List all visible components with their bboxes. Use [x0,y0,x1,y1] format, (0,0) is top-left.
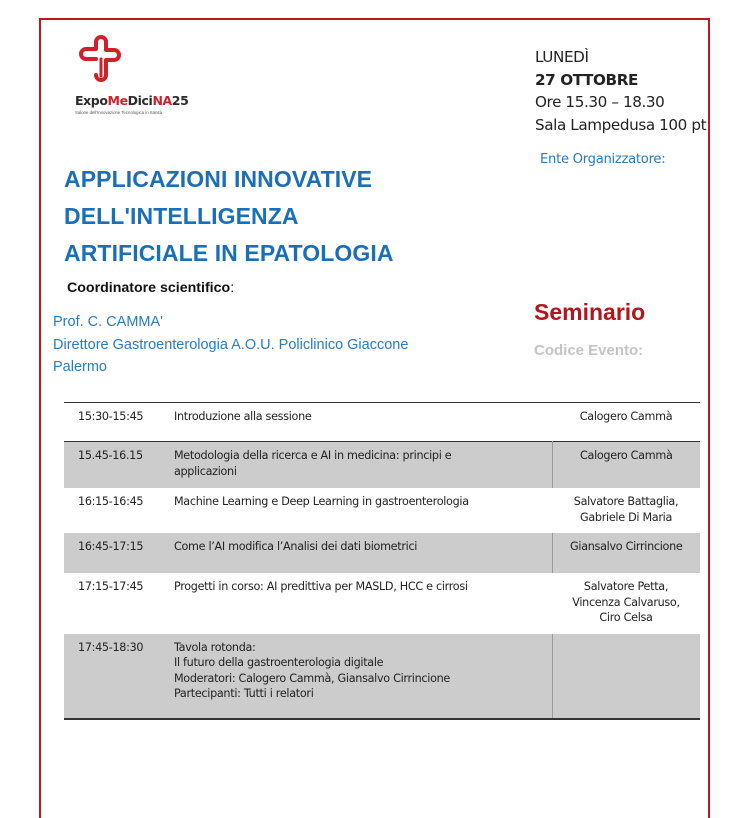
table-row [64,488,700,533]
event-info [535,46,706,136]
table-row [64,403,700,442]
table-row [64,533,700,573]
topic-cell: Introduzione alla sessione [173,410,312,423]
event-type: Seminario [534,299,646,325]
speaker-cell: Salvatore Petta, Vincenza Calvaruso, Ciro Celsa [572,580,680,624]
medical-cross-icon [74,35,126,85]
organizer-label: Ente Organizzatore: [540,152,666,167]
table-row [64,442,700,489]
table-row [64,573,700,634]
speaker-cell: Calogero Cammà [579,410,673,423]
logo-wordmark: ExpoMeDiciNA25 [75,93,189,108]
event-room: Sala Lampedusa 100 pt [535,115,707,134]
speaker-cell: Calogero Cammà [552,442,700,489]
topic-cell: Progetti in corso: AI predittiva per MASLD, HCC e cirrosi [173,580,468,593]
coordinator-city: Palermo [53,359,107,375]
schedule-table [64,402,700,720]
time-cell: 15:30-15:45 [78,410,144,423]
speaker-cell: Salvatore Battaglia, Gabriele Di Maria [573,495,679,524]
event-date: 27 OTTOBRE [535,70,638,89]
speaker-cell [552,634,700,719]
time-cell: 16:45-17:15 [64,533,168,573]
speaker-cell: Giansalvo Cirrincione [552,533,700,573]
coordinator-name: Prof. C. CAMMA' [53,314,163,330]
time-cell: 16:15-16:45 [78,495,144,508]
time-cell: 15.45-16.15 [64,442,168,489]
seminar-title [64,161,394,272]
event-code-label: Codice Evento: [534,342,644,359]
document-page [39,18,710,818]
event-time: Ore 15.30 – 18.30 [535,93,665,111]
title-line: ARTIFICIALE IN EPATOLOGIA [64,240,394,266]
logo-tagline: Salone dell'Innovazione Tecnologica in Sanità [75,110,162,115]
coordinator-role: Direttore Gastroenterologia A.O.U. Policlinico Giaccone [53,336,409,353]
topic-cell: Metodologia della ricerca e AI in medicina: principi e applicazioni [168,442,552,489]
table-row [64,634,700,719]
time-cell: 17:45-18:30 [64,634,168,719]
topic-cell: Machine Learning e Deep Learning in gastroenterologia [173,495,469,508]
time-cell: 17:15-17:45 [78,580,144,593]
event-day: LUNEDÌ [535,48,589,66]
title-line: APPLICAZIONI INNOVATIVE [64,166,373,192]
topic-cell: Tavola rotonda: Il futuro della gastroenterologia digitale Moderatori: Calogero Cammà, Giansalvo Cirrincione Partecipanti: Tutti i relatori [168,634,552,719]
coordinator-label: Coordinatore scientifico: [67,280,235,296]
topic-cell: Come l’AI modifica l’Analisi dei dati biometrici [168,533,552,573]
title-line: DELL'INTELLIGENZA [64,203,299,229]
coordinator-info [53,311,408,379]
